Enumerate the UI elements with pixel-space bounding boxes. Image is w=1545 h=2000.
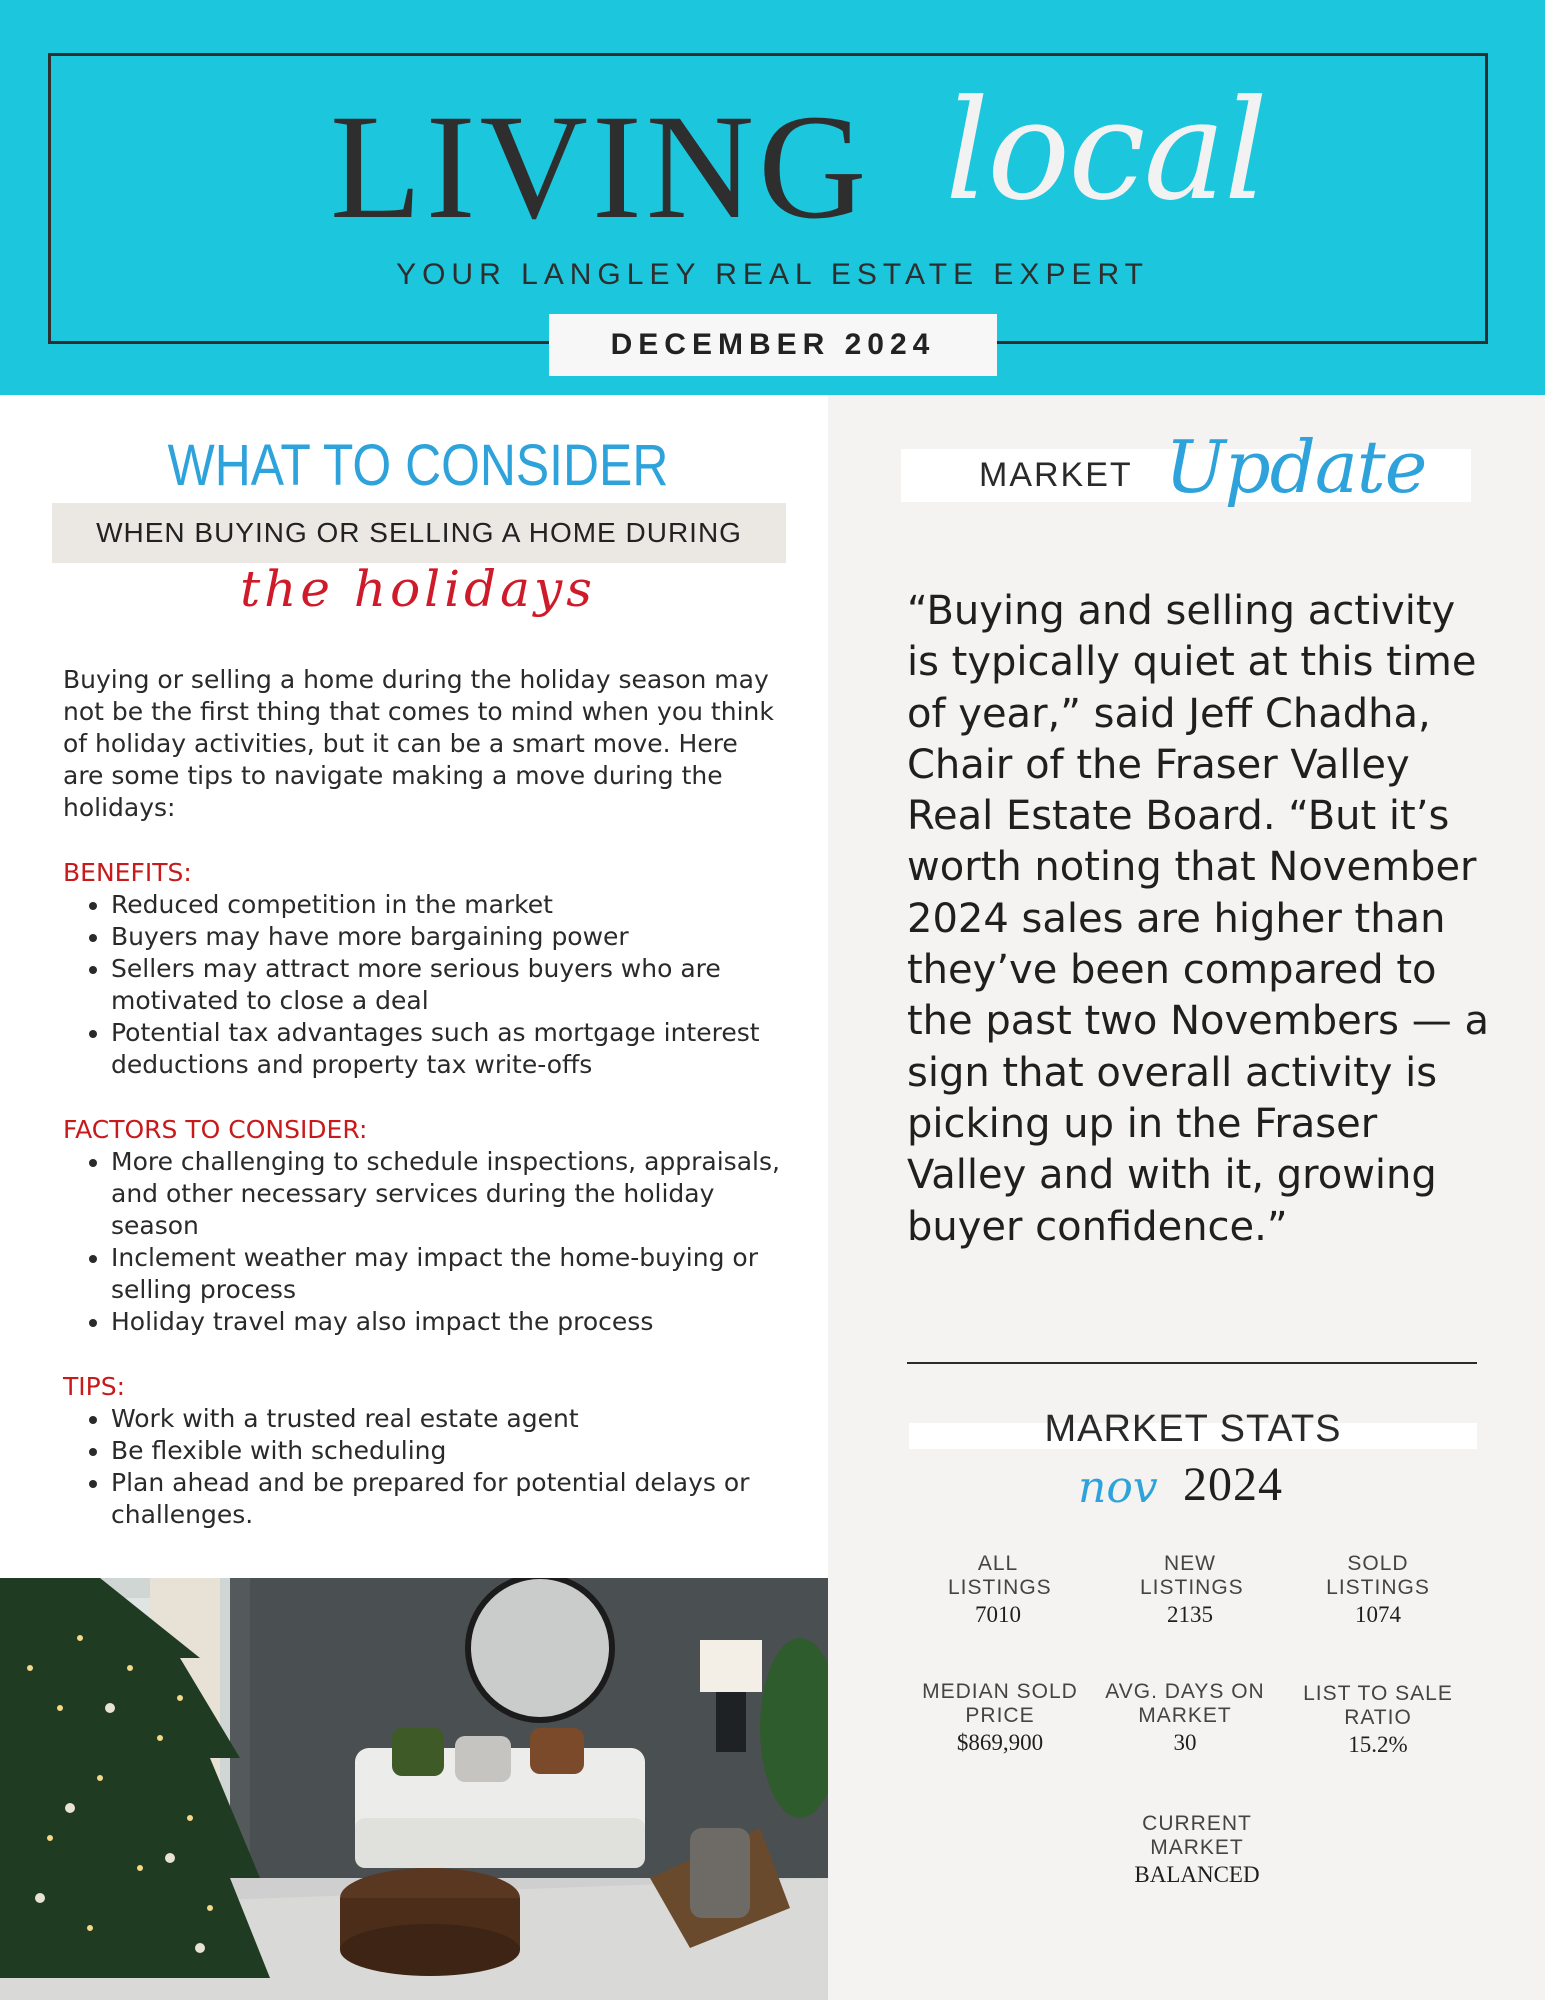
stat-label: CURRENT MARKET: [1142, 1812, 1252, 1859]
market-quote: “Buying and selling activity is typically quiet at this time of year,” said Jeff Chadha, Chair of the Fraser Valley Real Estate Board. “But it’s worth noting that November 2024 sales are higher than they’ve been compared to the past two Novembers — a sign that overall activity is picking up in the Fraser Valley and with it, growing buyer confidence.”: [907, 588, 1489, 1250]
stat-label: MEDIAN SOLD PRICE: [922, 1680, 1078, 1727]
article-heading: WHAT TO CONSIDER: [167, 433, 669, 498]
masthead-tagline: YOUR LANGLEY REAL ESTATE EXPERT: [396, 258, 1149, 291]
list-item: • Reduced competition in the market: [111, 889, 783, 921]
divider: [907, 1362, 1477, 1364]
stat-list-to-sale-ratio: [1278, 1682, 1478, 1760]
list-item: • Holiday travel may also impact the process: [111, 1306, 783, 1338]
issue-date: DECEMBER 2024: [549, 314, 997, 376]
stat-label: SOLD LISTINGS: [1326, 1552, 1430, 1599]
list-item: • Plan ahead and be prepared for potential delays or challenges.: [111, 1467, 783, 1531]
stat-value: 30: [1173, 1730, 1197, 1755]
stat-value: BALANCED: [1134, 1862, 1260, 1887]
stat-all-listings: [898, 1552, 1098, 1630]
market-stats-month: nov: [1078, 1462, 1158, 1513]
market-stats-label: MARKET STATS: [1044, 1408, 1342, 1450]
stat-label: AVG. DAYS ON MARKET: [1105, 1680, 1265, 1727]
market-stats-title: [909, 1408, 1477, 1451]
list-item: • Work with a trusted real estate agent: [111, 1403, 783, 1435]
stat-label: NEW LISTINGS: [1140, 1552, 1244, 1599]
stat-sold-listings: [1278, 1552, 1478, 1630]
list-tips: [63, 1403, 783, 1531]
section-title-benefits: BENEFITS:: [63, 858, 192, 887]
market-update-script: Update: [1165, 425, 1427, 509]
section-title-tips: TIPS:: [63, 1372, 126, 1401]
list-item: • Potential tax advantages such as mortgage interest deductions and property tax write-offs: [111, 1017, 783, 1081]
article-intro: Buying or selling a home during the holiday season may not be the first thing that comes to mind when you think of holiday activities, but it can be a smart move. Here are some tips to navigate making a move during the holidays:: [63, 665, 774, 822]
stat-new-listings: [1090, 1552, 1290, 1630]
stat-value: $869,900: [956, 1730, 1044, 1755]
living-room-photo: [0, 1578, 828, 2000]
stat-avg-days-on-market: [1085, 1680, 1285, 1758]
list-item: • Sellers may attract more serious buyers who are motivated to close a deal: [111, 953, 783, 1017]
article-subheading: WHEN BUYING OR SELLING A HOME DURING: [52, 503, 786, 563]
list-item: • Be flexible with scheduling: [111, 1435, 783, 1467]
market-update-label: MARKET: [979, 456, 1133, 494]
stat-value: 15.2%: [1348, 1732, 1408, 1757]
market-stats-year: 2024: [1183, 1458, 1283, 1511]
stat-median-sold-price: [900, 1680, 1100, 1758]
list-benefits: [63, 889, 783, 1081]
stat-label: ALL LISTINGS: [948, 1552, 1052, 1599]
stat-value: 7010: [975, 1602, 1021, 1627]
stat-current-market: [1097, 1812, 1297, 1890]
list-item: • Inclement weather may impact the home-buying or selling process: [111, 1242, 783, 1306]
stat-value: 2135: [1167, 1602, 1213, 1627]
list-factors: [63, 1146, 783, 1338]
masthead-title: LIVING: [330, 84, 871, 250]
living-room-illustration: [0, 1578, 828, 2000]
masthead-title-script: local: [945, 70, 1266, 231]
masthead: [0, 0, 1545, 395]
list-item: • Buyers may have more bargaining power: [111, 921, 783, 953]
list-item: • More challenging to schedule inspections, appraisals, and other necessary services during the holiday season: [111, 1146, 783, 1242]
article-script-heading: the holidays: [240, 560, 596, 618]
stat-label: LIST TO SALE RATIO: [1303, 1682, 1453, 1729]
section-title-factors: FACTORS TO CONSIDER:: [63, 1115, 368, 1144]
stat-value: 1074: [1355, 1602, 1401, 1627]
